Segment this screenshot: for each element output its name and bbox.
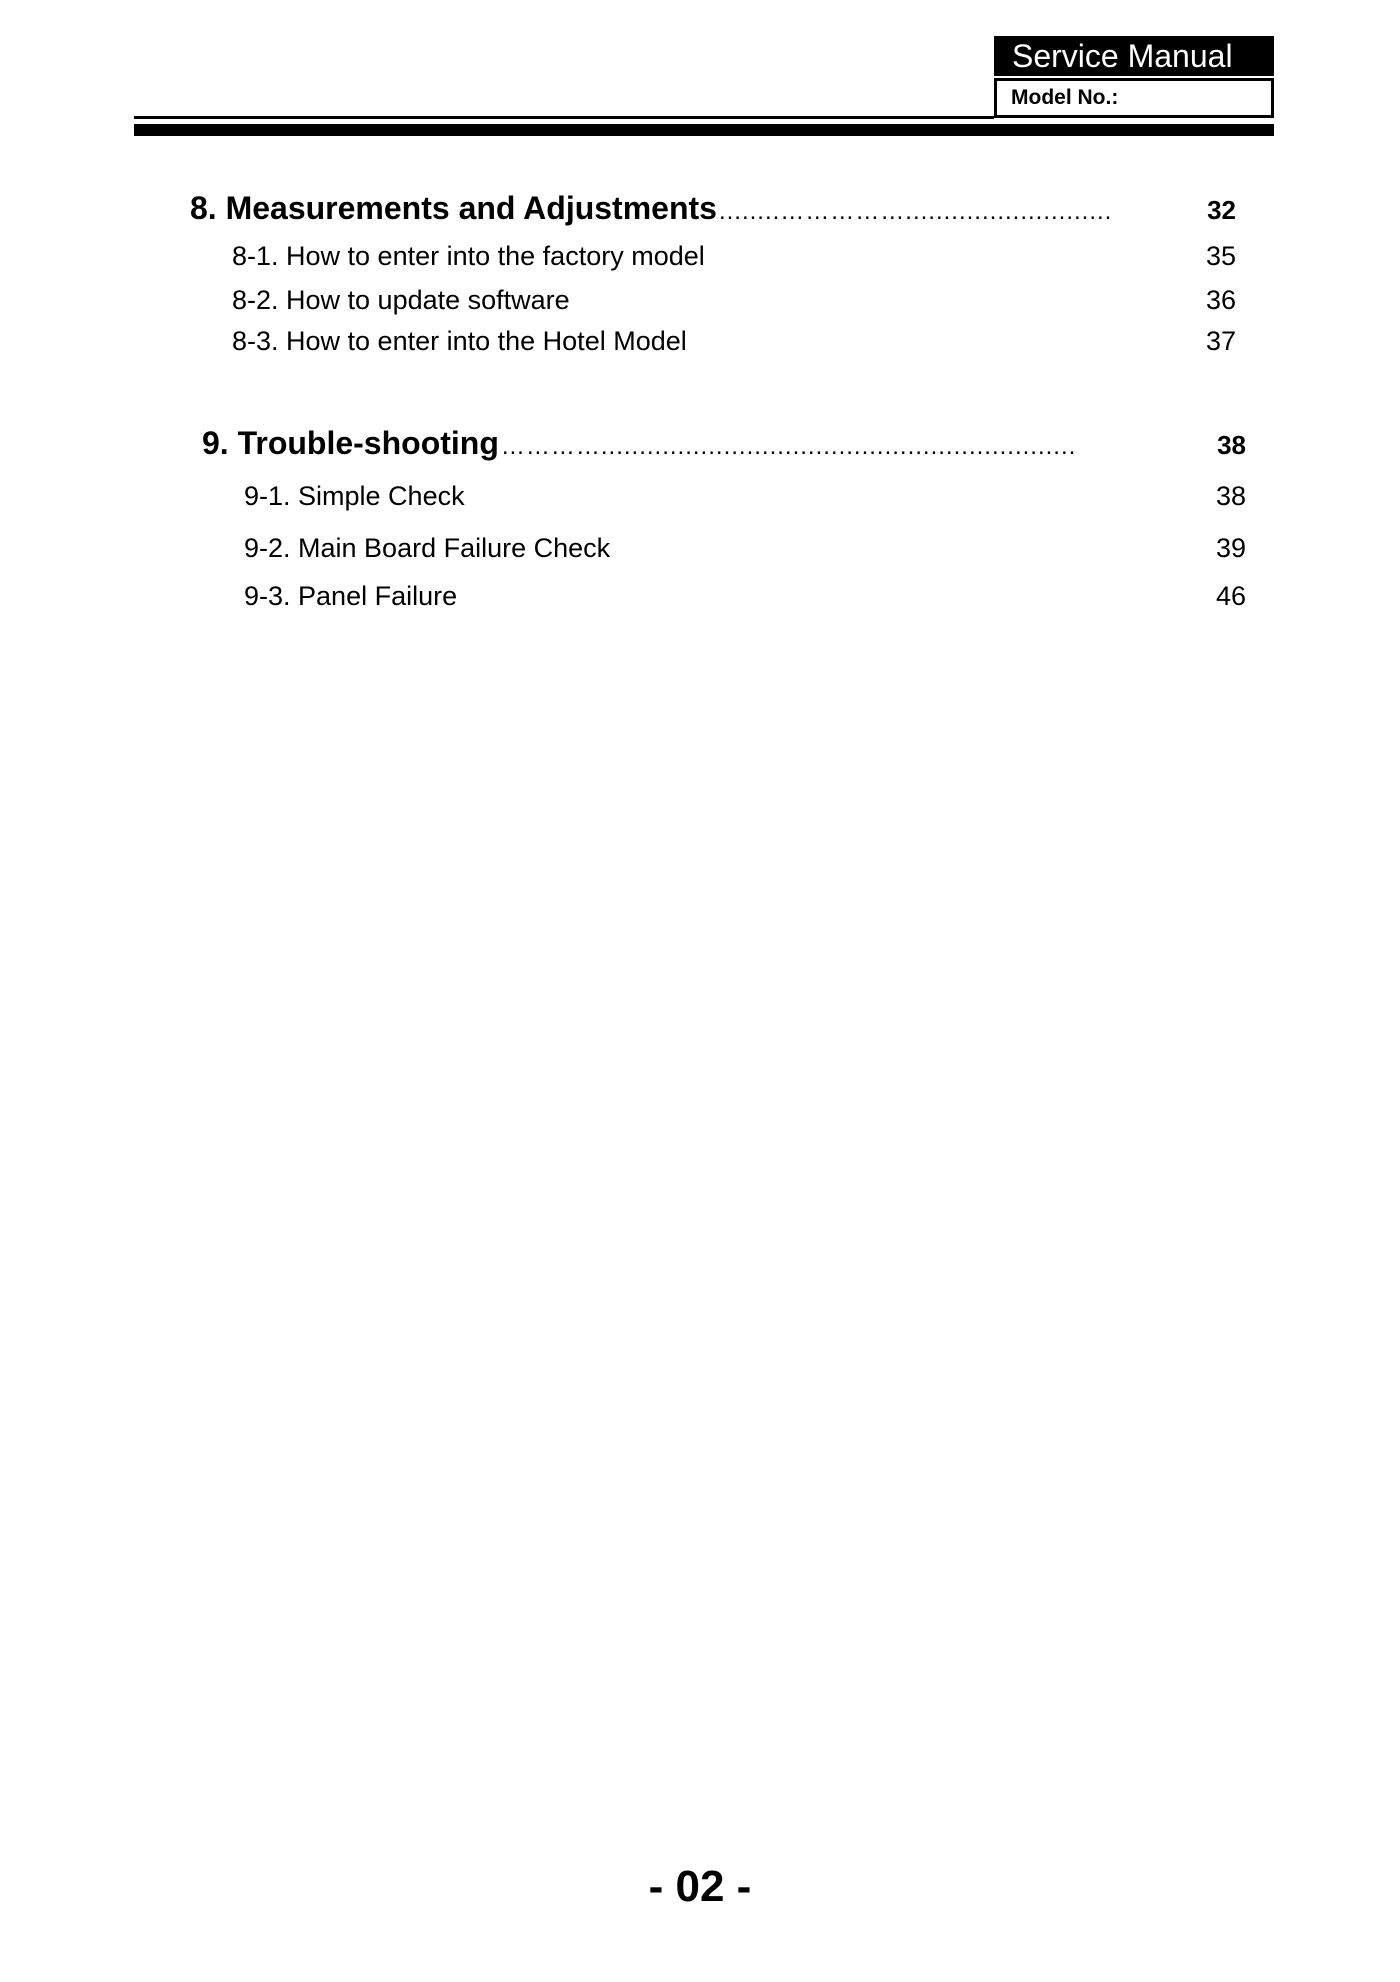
toc-item-page: 39 — [1215, 533, 1246, 563]
toc-section-title: 9. Trouble-shooting — [202, 425, 499, 461]
toc-item-page: 37 — [1205, 326, 1236, 356]
toc-item-page: 46 — [1215, 581, 1246, 611]
toc-item-page: 36 — [1205, 285, 1236, 315]
manual-title: Service Manual — [994, 36, 1274, 76]
header-rule-thick — [134, 124, 1274, 136]
toc-section-8[interactable] — [190, 190, 1236, 227]
header-rule-thin — [134, 116, 994, 119]
toc-section-title: 8. Measurements and Adjustments — [190, 190, 717, 226]
toc-item-label: 9-2. Main Board Failure Check — [244, 533, 611, 563]
toc-item-8-2[interactable] — [232, 285, 1236, 316]
header-box — [994, 36, 1274, 118]
toc-item-page: 35 — [1205, 241, 1236, 271]
toc-item-8-1[interactable] — [232, 241, 1236, 272]
toc-section-9[interactable] — [202, 425, 1246, 462]
toc-item-label: 8-1. How to enter into the factory model — [232, 241, 705, 271]
footer-page-number: - 02 - — [648, 1862, 752, 1911]
toc-item-label: 9-3. Panel Failure — [244, 581, 458, 611]
toc-item-label: 9-1. Simple Check — [244, 481, 465, 511]
toc-page-number: 32 — [1207, 195, 1236, 225]
toc-leader-dots: ………….............................................................. — [500, 433, 1077, 460]
toc-item-label: 8-2. How to update software — [232, 285, 570, 315]
model-number-label: Model No.: — [994, 78, 1274, 118]
toc-item-9-1[interactable] — [244, 481, 1246, 512]
toc-item-8-3[interactable] — [232, 326, 1236, 357]
toc-page-number: 38 — [1217, 430, 1246, 460]
toc-item-label: 8-3. How to enter into the Hotel Model — [232, 326, 687, 356]
toc-item-page: 38 — [1215, 481, 1246, 511]
toc-leader-dots: ........……………........................... — [718, 198, 1113, 225]
toc-item-9-2[interactable] — [244, 533, 1246, 564]
toc-item-9-3[interactable] — [244, 581, 1246, 612]
